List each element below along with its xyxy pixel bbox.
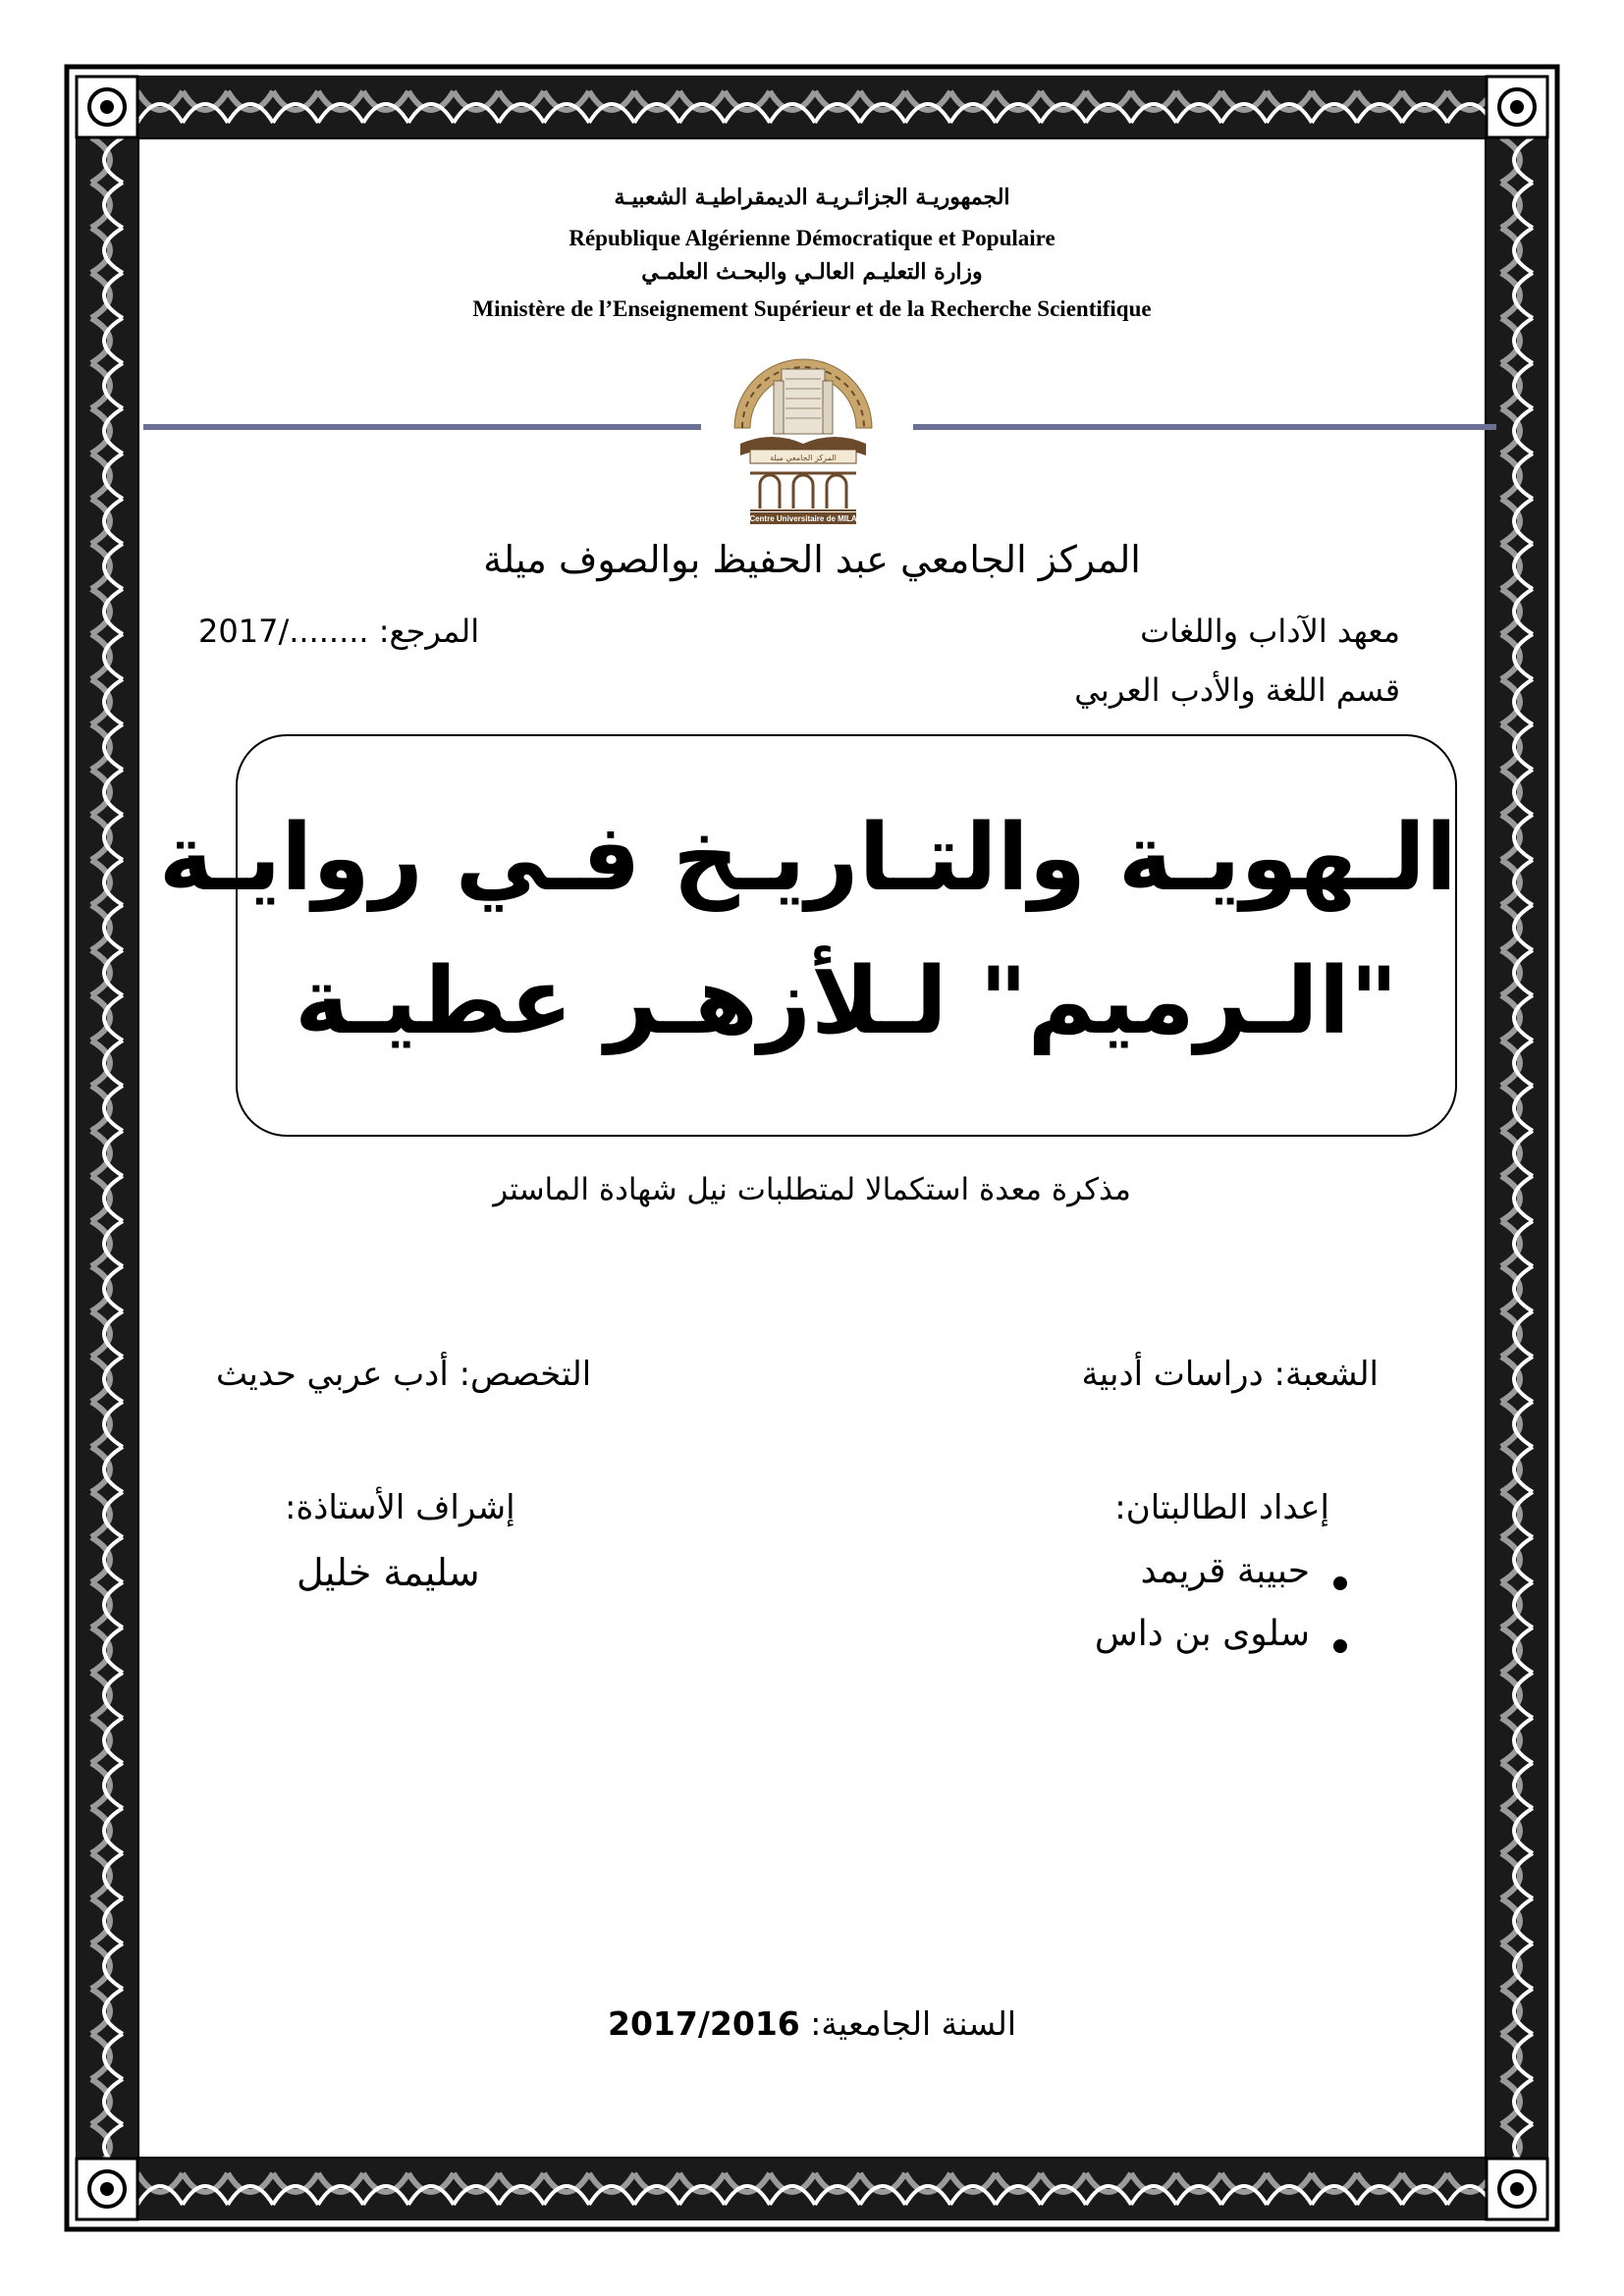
- republic-arabic: الجمهوريـة الجزائـريـة الديمقراطيـة الشعبيـة: [614, 185, 1010, 210]
- thesis-title-line-1: الـهويـة والتـاريـخ فـي روايـة: [158, 805, 1457, 912]
- specialty-label: التخصص: أدب عربي حديث: [216, 1355, 592, 1394]
- bullet-icon: [1333, 1639, 1347, 1653]
- corner-circle-ornament: [1510, 100, 1524, 114]
- header-rule-right: [913, 424, 1496, 430]
- center-name: المركز الجامعي عبد الحفيظ بوالصوف ميلة: [483, 538, 1141, 581]
- memo-statement: مذكرة معدة استكمالا لمتطلبات نيل شهادة الماستر: [493, 1172, 1131, 1207]
- institute-name: معهد الآداب واللغات: [1140, 613, 1400, 650]
- thesis-title-line-2: "الـرميم" لـلأزهـر عطيـة: [295, 948, 1398, 1055]
- logo-arabic-text: المركز الجامعي ميلة: [770, 454, 837, 462]
- ministry-arabic: وزارة التعليـم العالـي والبحـث العلمـي: [641, 259, 983, 285]
- header-rule-left: [143, 424, 701, 430]
- reference-number: [198, 613, 479, 650]
- student-name: حبيبة قريمد: [1140, 1551, 1310, 1591]
- supervision-label: إشراف الأستاذة:: [285, 1488, 515, 1527]
- student-name: سلوى بن داس: [1094, 1614, 1310, 1654]
- reference-text: المرجع: ......../2017: [198, 613, 480, 650]
- academic-year-value: 2017/2016: [608, 2004, 800, 2043]
- academic-year: [0, 2004, 1624, 2043]
- academic-year-label: السنة الجامعية:: [810, 2004, 1016, 2043]
- title-box: [158, 734, 1457, 1137]
- corner-circle-ornament: [100, 2182, 114, 2196]
- department-name: قسم اللغة والأدب العربي: [1074, 671, 1400, 709]
- corner-circle-ornament: [100, 100, 114, 114]
- bullet-icon: [1333, 1576, 1347, 1590]
- corner-circle-ornament: [1510, 2182, 1524, 2196]
- university-logo: [721, 334, 886, 526]
- prepared-by-label: إعداد الطالبتان:: [1114, 1488, 1329, 1527]
- logo-caption: Centre Universitaire de MILA: [749, 514, 857, 523]
- branch-label: الشعبة: دراسات أدبية: [1081, 1355, 1379, 1394]
- ministry-french: Ministère de l’Enseignement Supérieur et de la Recherche Scientifique: [472, 296, 1152, 321]
- supervisor-name: سليمة خليل: [297, 1551, 480, 1594]
- republic-french: République Algérienne Démocratique et Populaire: [568, 226, 1056, 250]
